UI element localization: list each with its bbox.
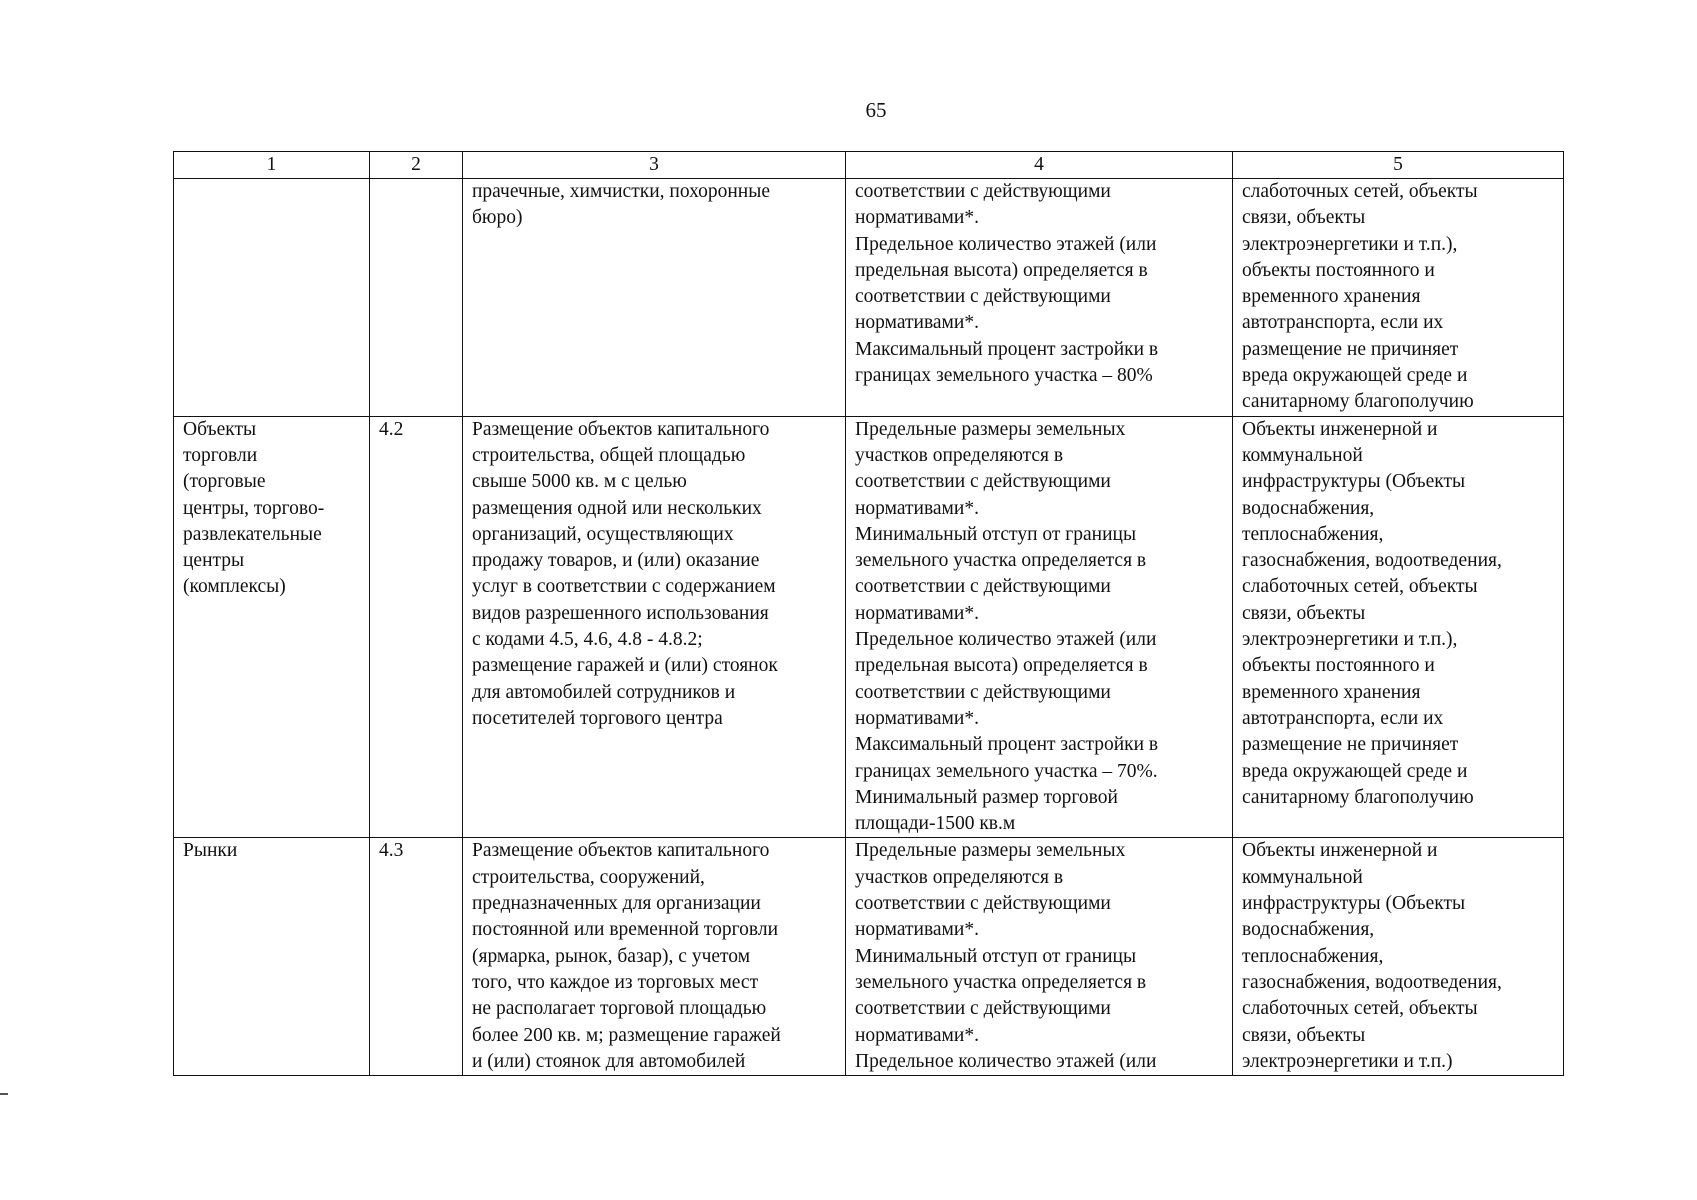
use-parameters: Предельные размеры земельных участков определяются в соответствии с действующими нормативами*. Минимальный отступ от границы земельного участка определяется в соответствии с действующими нормативами*. Предельное количество этажей (или bbox=[855, 840, 1157, 1072]
zoning-table bbox=[173, 151, 1564, 1076]
auxiliary-uses: Объекты инженерной и коммунальной инфраструктуры (Объекты водоснабжения, теплоснабжения, газоснабжения, водоотведения, слаботочных сетей, объекты связи, объекты электроэнергетики и т.п.), объекты постоянного и временного хранения автотранспорта, если их размещение не причиняет вреда окружающей среде и санитарному благополучию bbox=[1242, 418, 1502, 808]
use-parameters-cell bbox=[846, 416, 1233, 838]
use-parameters: Предельные размеры земельных участков определяются в соответствии с действующими нормативами*. Минимальный отступ от границы земельного участка определяется в соответствии с действующими нормативами*. Предельное количество этажей (или предельная высота) определяется в соответствии с действующими нормативами*. Максимальный процент застройки в границах земельного участка – 70%. Минимальный размер торговой площади-1500 кв.м bbox=[855, 418, 1159, 835]
use-description-cell bbox=[463, 416, 846, 838]
use-code: 4.3 bbox=[379, 840, 404, 862]
use-description: Размещение объектов капитального строительства, сооружений, предназначенных для организации постоянной или временной торговли (ярмарка, рынок, базар), с учетом того, что каждое из торговых мест не располагает торговой площадью более 200 кв. м; размещение гаражей и (или) стоянок для автомобилей bbox=[472, 840, 781, 1072]
use-code-cell bbox=[370, 179, 463, 417]
table-header-row bbox=[174, 152, 1564, 179]
column-header-3: 3 bbox=[463, 152, 846, 179]
table-row bbox=[174, 416, 1564, 838]
table-row bbox=[174, 838, 1564, 1076]
use-code-cell bbox=[370, 416, 463, 838]
use-code-cell bbox=[370, 838, 463, 1076]
use-name-cell bbox=[174, 838, 370, 1076]
use-parameters-cell bbox=[846, 838, 1233, 1076]
column-header-5: 5 bbox=[1233, 152, 1564, 179]
auxiliary-uses-cell bbox=[1233, 838, 1564, 1076]
use-name-cell bbox=[174, 179, 370, 417]
use-description-cell bbox=[463, 179, 846, 417]
margin-mark bbox=[0, 1093, 8, 1095]
use-description: прачечные, химчистки, похоронные бюро) bbox=[472, 181, 770, 229]
auxiliary-uses: Объекты инженерной и коммунальной инфраструктуры (Объекты водоснабжения, теплоснабжения, газоснабжения, водоотведения, слаботочных сетей, объекты связи, объекты электроэнергетики и т.п.) bbox=[1242, 840, 1502, 1072]
auxiliary-uses-cell bbox=[1233, 179, 1564, 417]
auxiliary-uses: слаботочных сетей, объекты связи, объекты электроэнергетики и т.п.), объекты постоянного и временного хранения автотранспорта, если их размещение не причиняет вреда окружающей среде и санитарному благополучию bbox=[1242, 181, 1478, 413]
use-code: 4.2 bbox=[379, 418, 404, 440]
column-header-4: 4 bbox=[846, 152, 1233, 179]
use-parameters: соответствии с действующими нормативами*. Предельное количество этажей (или предельная высота) определяется в соответствии с действующими нормативами*. Максимальный процент застройки в границах земельного участка – 80% bbox=[855, 181, 1159, 387]
column-header-1: 1 bbox=[174, 152, 370, 179]
use-parameters-cell bbox=[846, 179, 1233, 417]
use-description: Размещение объектов капитального строительства, общей площадью свыше 5000 кв. м с целью размещения одной или нескольких организаций, осуществляющих продажу товаров, и (или) оказание услуг в соответствии с содержанием видов разрешенного использования с кодами 4.5, 4.6, 4.8 - 4.8.2; размещение гаражей и (или) стоянок для автомобилей сотрудников и посетителей торгового центра bbox=[472, 418, 778, 729]
column-header-2: 2 bbox=[370, 152, 463, 179]
auxiliary-uses-cell bbox=[1233, 416, 1564, 838]
use-description-cell bbox=[463, 838, 846, 1076]
use-name: Объекты торговли (торговые центры, торгово- развлекательные центры (комплексы) bbox=[183, 418, 325, 598]
page-number: 65 bbox=[865, 98, 887, 122]
use-name: Рынки bbox=[183, 840, 238, 862]
use-name-cell bbox=[174, 416, 370, 838]
table-row bbox=[174, 179, 1564, 417]
